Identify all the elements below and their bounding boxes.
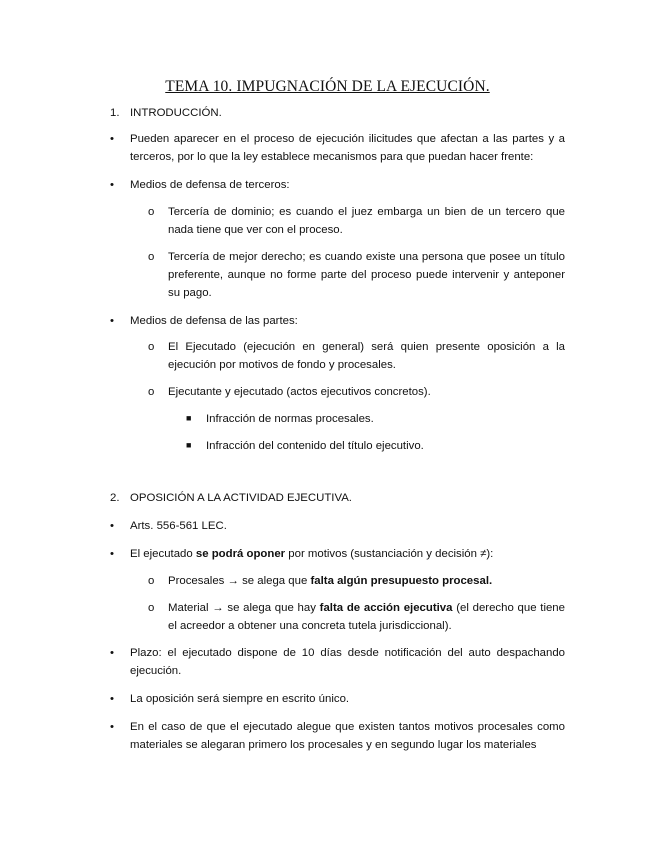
bold-text: falta algún presupuesto procesal. — [310, 575, 493, 587]
bullet-item — [110, 644, 565, 680]
paragraph-text: Tercería de dominio; es cuando el juez embarga un bien de un tercero que nada tiene que ver con el proceso. — [168, 206, 565, 236]
sub-sub-bullet-item — [186, 410, 565, 428]
sub-bullet-item — [148, 203, 565, 239]
paragraph-text: Plazo: el ejecutado dispone de 10 días desde notificación del auto despachando ejecución. — [130, 647, 565, 677]
text-run: Material — [168, 602, 213, 614]
page-title: TEMA 10. IMPUGNACIÓN DE LA EJECUCIÓN. — [165, 78, 490, 95]
paragraph-text — [130, 545, 565, 563]
sub-bullet-item — [148, 599, 565, 635]
circle-marker: o — [148, 575, 155, 587]
paragraph-text — [168, 599, 565, 635]
text-run: se alega que — [238, 575, 311, 587]
square-marker: ■ — [186, 440, 192, 450]
sub-bullet-item — [148, 248, 565, 302]
section-heading-text: OPOSICIÓN A LA ACTIVIDAD EJECUTIVA. — [130, 492, 352, 504]
bullet-item — [110, 130, 565, 166]
section-heading-text: INTRODUCCIÓN. — [130, 107, 222, 119]
paragraph-text: El Ejecutado (ejecución en general) será quien presente oposición a la ejecución por motivos de fondo y procesales. — [168, 341, 565, 371]
bullet-marker: • — [110, 520, 114, 532]
paragraph-text: Tercería de mejor derecho; es cuando existe una persona que posee un título preferente, aunque no forme parte del proceso puede intervenir y anteponer su pago. — [168, 251, 565, 299]
paragraph-text: Medios de defensa de terceros: — [130, 179, 290, 191]
paragraph-text: Infracción del contenido del título ejecutivo. — [206, 440, 424, 452]
bullet-marker: • — [110, 315, 114, 327]
text-run: El ejecutado — [130, 548, 196, 560]
paragraph-text: Ejecutante y ejecutado (actos ejecutivos concretos). — [168, 386, 431, 398]
text-run: Procesales — [168, 575, 228, 587]
arrow-icon: → — [212, 602, 224, 614]
paragraph-text: Medios de defensa de las partes: — [130, 315, 298, 327]
section-heading-oposicion — [110, 489, 352, 507]
bullet-marker: • — [110, 548, 114, 560]
bullet-item — [110, 312, 565, 330]
section-number: 2. — [110, 492, 120, 504]
square-marker: ■ — [186, 413, 192, 423]
circle-marker: o — [148, 602, 155, 614]
sub-sub-bullet-item — [186, 437, 565, 455]
circle-marker: o — [148, 341, 155, 353]
arrow-icon: → — [227, 575, 239, 587]
sub-bullet-item — [148, 572, 565, 590]
section-number: 1. — [110, 107, 120, 119]
sub-bullet-item — [148, 338, 565, 374]
bullet-item — [110, 690, 565, 708]
bullet-item — [110, 517, 565, 535]
bullet-marker: • — [110, 647, 114, 659]
paragraph-text: Infracción de normas procesales. — [206, 413, 374, 425]
section-heading-introduccion — [110, 104, 222, 122]
paragraph-text: La oposición será siempre en escrito único. — [130, 693, 350, 705]
bullet-marker: • — [110, 721, 114, 733]
circle-marker: o — [148, 251, 155, 263]
bullet-item — [110, 718, 565, 754]
text-run: (el derecho que tiene el acreedor a obtener una concreta tutela jurisdiccional). — [168, 602, 565, 632]
bullet-marker: • — [110, 133, 114, 145]
paragraph-text: Arts. 556-561 LEC. — [130, 520, 227, 532]
bullet-item — [110, 176, 565, 194]
paragraph-text: Pueden aparecer en el proceso de ejecución ilicitudes que afectan a las partes y a terceros, por lo que la ley establece mecanismos para que puedan hacer frente: — [130, 133, 565, 163]
paragraph-text: En el caso de que el ejecutado alegue que existen tantos motivos procesales como materiales se alegaran primero los procesales y en segundo lugar los materiales — [130, 721, 565, 751]
paragraph-text — [168, 572, 565, 590]
bold-text: se podrá oponer — [195, 548, 286, 560]
text-run: se alega que hay — [223, 602, 320, 614]
bold-text: falta de acción ejecutiva — [319, 602, 453, 614]
circle-marker: o — [148, 386, 155, 398]
bullet-marker: • — [110, 693, 114, 705]
bullet-item — [110, 545, 565, 563]
bullet-marker: • — [110, 179, 114, 191]
sub-bullet-item — [148, 383, 565, 401]
text-run: por motivos (sustanciación y decisión ≠): — [285, 548, 494, 560]
circle-marker: o — [148, 206, 155, 218]
